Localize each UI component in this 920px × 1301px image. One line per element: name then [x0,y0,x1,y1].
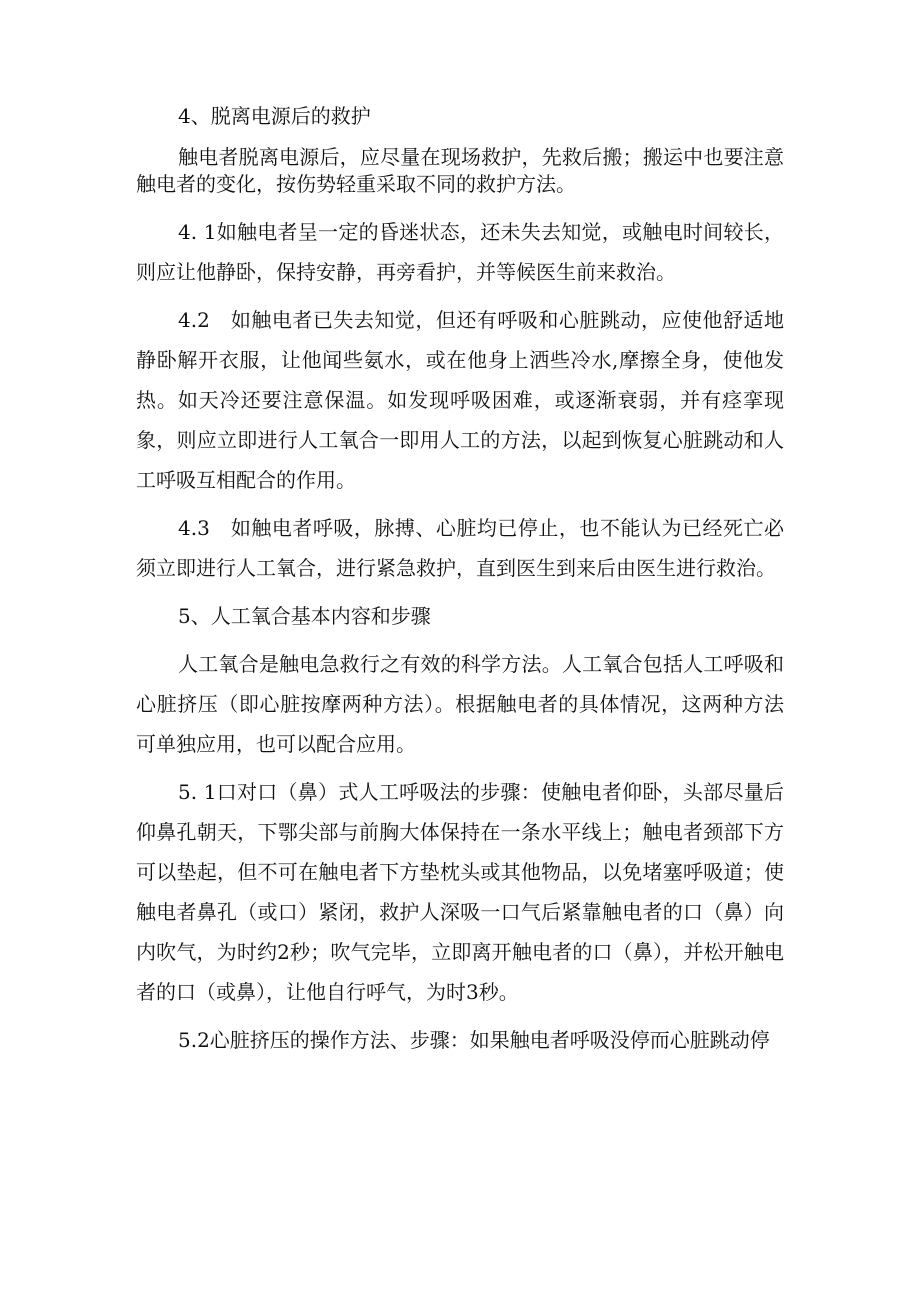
paragraph-4-3: 4.3 如触电者呼吸，脉搏、心脏均已停止，也不能认为已经死亡必须立即进行人工氧合，进行紧急救护，直到医生到来后由医生进行救治。 [136,516,784,580]
paragraph-5-2: 5.2心脏挤压的操作方法、步骤：如果触电者呼吸没停而心脏跳动停 [178,1028,770,1052]
paragraph-4-1: 4. 1如触电者呈一定的昏迷状态，还未失去知觉，或触电时间较长，则应让他静卧，保持安静，再旁看护，并等候医生前来救治。 [136,220,784,284]
paragraph-4-intro: 触电者脱离电源后，应尽量在现场救护，先救后搬；搬运中也要注意触电者的变化，按伤势轻重采取不同的救护方法。 [136,145,784,196]
paragraph-5-1: 5. 1口对口（鼻）式人工呼吸法的步骤：使触电者仰卧，头部尽量后仰鼻孔朝天，下鄂尖部与前胸大体保持在一条水平线上；触电者颈部下方可以垫起，但不可在触电者下方垫枕头或其他物品，以免堵塞呼吸道；使触电者鼻孔（或口）紧闭，救护人深吸一口气后紧靠触电者的口（鼻）向内吹气，为时约2秒；吹气完毕，立即离开触电者的口（鼻），并松开触电者的口（或鼻），让他自行呼气，为时3秒。 [136,780,784,1004]
paragraph-4-2: 4.2 如触电者已失去知觉，但还有呼吸和心脏跳动，应使他舒适地静卧解开衣服，让他闻些氨水，或在他身上洒些冷水,摩擦全身，使他发热。如天冷还要注意保温。如发现呼吸困难，或逐渐衰弱，并有痉挛现象，则应立即进行人工氧合一即用人工的方法，以起到恢复心脏跳动和人工呼吸互相配合的作用。 [136,308,784,492]
paragraph-5-intro: 人工氧合是触电急救行之有效的科学方法。人工氧合包括人工呼吸和心脏挤压（即心脏按摩两种方法）。根据触电者的具体情况，这两种方法可单独应用，也可以配合应用。 [136,652,784,756]
section-heading-5: 5、人工氧合基本内容和步骤 [178,604,431,628]
section-heading-4: 4、脱离电源后的救护 [178,104,371,128]
